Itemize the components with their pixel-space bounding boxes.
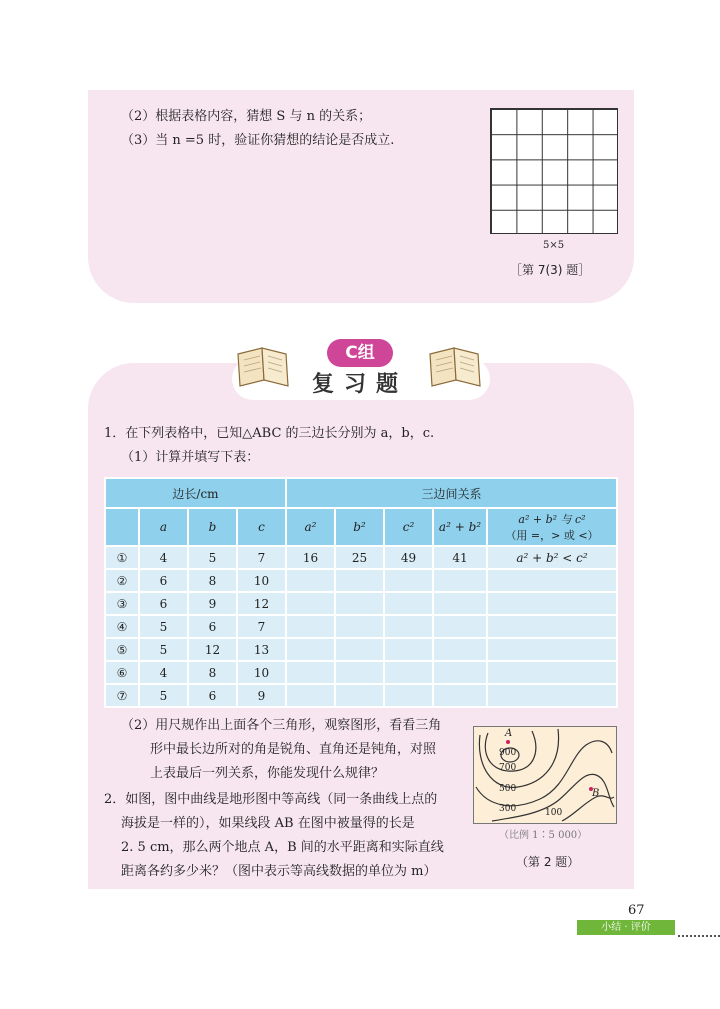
cell-a: 6 [139,569,188,592]
map-point-b: B [592,788,600,799]
question-2-line4: 距离各约多少米？（图中表示等高线数据的单位为 m） [121,864,437,879]
map-point-a: A [505,728,513,739]
contour-map-figure [473,726,617,824]
open-book-icon [426,340,484,390]
section-footer-label: 小结 · 评价 [577,920,675,935]
cell-b: 6 [188,615,237,638]
cell-a: 5 [139,684,188,707]
cell-c: 12 [237,592,286,615]
cell-c: 7 [237,546,286,569]
header-relations: 三边间关系 [286,478,617,508]
cell-c-squared: 49 [384,546,433,569]
cell-a-squared[interactable] [286,592,335,615]
cell-a: 5 [139,615,188,638]
row-index: ① [105,546,139,569]
cell-relation: a² + b² < c² [487,546,617,569]
figure-caption-7-3: ［第 7(3) 题］ [510,263,591,277]
grid-label: 5×5 [543,240,565,251]
open-book-icon [234,340,292,390]
cell-a-squared[interactable] [286,615,335,638]
cell-b: 5 [188,546,237,569]
cell-b: 9 [188,592,237,615]
question-7-part-3: （3）当 n =5 时，验证你猜想的结论是否成立. [121,133,395,148]
question-2-line1: 2．如图，图中曲线是地形图中等高线（同一条曲线上点的 [104,792,438,807]
header-comparison [487,508,617,546]
table-row [105,684,617,707]
header-c: c [237,508,286,546]
cell-c: 13 [237,638,286,661]
triangle-sides-table [104,477,618,708]
contour-label-300: 300 [499,804,517,814]
map-scale: （比例 1∶5 000） [499,830,588,841]
header-side-lengths: 边长/cm [105,478,286,508]
table-subheader-row [105,508,617,546]
header-c-squared: c² [384,508,433,546]
cell-relation[interactable] [487,592,617,615]
header-index [105,508,139,546]
page-number: 67 [628,903,645,918]
cell-relation[interactable] [487,638,617,661]
cell-c: 9 [237,684,286,707]
cell-sum: 41 [433,546,487,569]
row-index: ③ [105,592,139,615]
question-1-part-2-line2: 形中最长边所对的角是锐角、直角还是钝角，对照 [150,742,437,757]
header-comparison-line1: a² + b² 与 c² [518,513,586,526]
row-index: ④ [105,615,139,638]
cell-c-squared[interactable] [384,569,433,592]
cell-b-squared[interactable] [335,615,384,638]
section-title: 复习题 [311,372,408,397]
row-index: ⑤ [105,638,139,661]
question-1-part-1: （1）计算并填写下表： [121,450,260,465]
table-row [105,569,617,592]
cell-b-squared: 25 [335,546,384,569]
question-1-text: 1．在下列表格中，已知△ABC 的三边长分别为 a，b，c. [104,426,435,441]
cell-b-squared[interactable] [335,638,384,661]
cell-relation[interactable] [487,661,617,684]
cell-sum[interactable] [433,592,487,615]
cell-relation[interactable] [487,684,617,707]
contour-label-100: 100 [545,808,563,818]
cell-a: 6 [139,592,188,615]
cell-a-squared: 16 [286,546,335,569]
row-index: ⑥ [105,661,139,684]
cell-sum[interactable] [433,684,487,707]
cell-sum[interactable] [433,615,487,638]
cell-c-squared[interactable] [384,684,433,707]
header-b: b [188,508,237,546]
table-row [105,592,617,615]
cell-sum[interactable] [433,638,487,661]
figure-caption-2: （第 2 题） [516,855,580,869]
cell-b: 8 [188,569,237,592]
cell-b-squared[interactable] [335,684,384,707]
cell-b: 12 [188,638,237,661]
cell-a: 5 [139,638,188,661]
question-1-part-2-line3: 上表最后一列关系，你能发现什么规律？ [150,766,385,781]
group-badge: C组 [327,339,393,367]
footer-dotted-line [678,935,720,937]
table-row [105,638,617,661]
header-a: a [139,508,188,546]
cell-sum[interactable] [433,661,487,684]
cell-b-squared[interactable] [335,661,384,684]
cell-a: 4 [139,661,188,684]
cell-a-squared[interactable] [286,569,335,592]
table-row [105,546,617,569]
cell-a-squared[interactable] [286,684,335,707]
table-row [105,615,617,638]
table-row [105,661,617,684]
cell-c: 10 [237,569,286,592]
grid-5x5-figure [490,108,618,234]
header-a-squared: a² [286,508,335,546]
question-1-part-2-line1: （2）用尺规作出上面各个三角形，观察图形，看看三角 [121,718,442,733]
row-index: ② [105,569,139,592]
row-index: ⑦ [105,684,139,707]
cell-b-squared[interactable] [335,592,384,615]
contour-label-500: 500 [499,784,517,794]
cell-c-squared[interactable] [384,638,433,661]
contour-label-900: 900 [499,748,517,758]
header-b-squared: b² [335,508,384,546]
cell-a-squared[interactable] [286,661,335,684]
cell-c-squared[interactable] [384,661,433,684]
contour-label-700: 700 [499,763,517,773]
cell-sum[interactable] [433,569,487,592]
cell-c: 7 [237,615,286,638]
cell-relation[interactable] [487,615,617,638]
cell-a: 4 [139,546,188,569]
question-2-line2: 海拔是一样的），如果线段 AB 在图中被量得的长是 [121,816,415,831]
question-7-part-2: （2）根据表格内容，猜想 S 与 n 的关系； [121,109,372,124]
cell-a-squared[interactable] [286,638,335,661]
cell-b: 6 [188,684,237,707]
question-2-line3: 2. 5 cm，那么两个地点 A，B 间的水平距离和实际直线 [121,840,444,855]
cell-b: 8 [188,661,237,684]
header-sum: a² + b² [433,508,487,546]
table-header-row [105,478,617,508]
cell-relation[interactable] [487,569,617,592]
cell-b-squared[interactable] [335,569,384,592]
header-comparison-line2: （用 =，> 或 <） [505,529,599,542]
cell-c-squared[interactable] [384,615,433,638]
cell-c-squared[interactable] [384,592,433,615]
cell-c: 10 [237,661,286,684]
